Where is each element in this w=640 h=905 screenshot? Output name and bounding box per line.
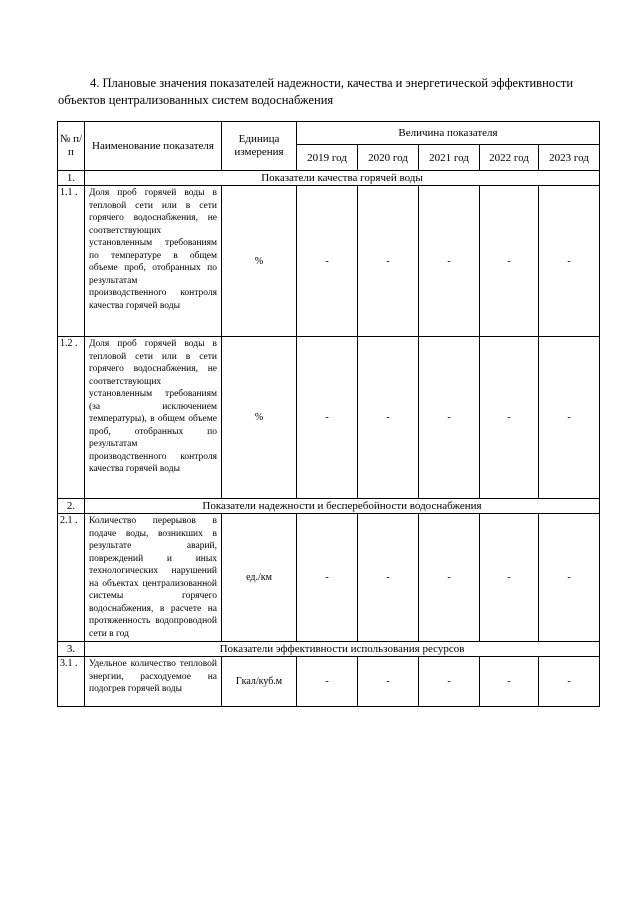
value-cell: - [297, 186, 358, 337]
section-title: Показатели качества горячей воды [85, 171, 600, 186]
unit-cell: % [222, 337, 297, 499]
section-number: 2. [58, 499, 85, 514]
value-cell: - [297, 337, 358, 499]
heading-text-1: 4. Плановые значения показателей надежности, качества и энергетической эффективности [90, 76, 574, 90]
value-cell: - [539, 186, 600, 337]
header-year: 2019 год [297, 145, 358, 171]
value-cell: - [358, 514, 419, 642]
unit-cell: ед./км [222, 514, 297, 642]
indicator-name: Доля проб горячей воды в тепловой сети или в сети горячего водоснабжения, не соответствующих установленным требованиям (за исключением температуры), в общем объеме проб, отобранных по результатам производственного контроля качества горячей воды [85, 337, 222, 499]
value-cell: - [539, 657, 600, 707]
value-cell: - [419, 514, 480, 642]
section-number: 3. [58, 642, 85, 657]
row-number: 1.1 . [58, 186, 85, 337]
indicators-table [57, 121, 600, 707]
header-value: Величина показателя [297, 122, 600, 145]
section-title: Показатели эффективности использования ресурсов [85, 642, 600, 657]
row-number: 1.2 . [58, 337, 85, 499]
indicator-name: Доля проб горячей воды в тепловой сети или в сети горячего водоснабжения, не соответствующих установленным требованиям по температуре в общем объеме проб, отобранных по результатам производственного контроля качества горячей воды [85, 186, 222, 337]
header-year: 2021 год [419, 145, 480, 171]
section-title: Показатели надежности и бесперебойности водоснабжения [85, 499, 600, 514]
header-year: 2022 год [480, 145, 539, 171]
value-cell: - [297, 514, 358, 642]
value-cell: - [358, 657, 419, 707]
value-cell: - [480, 657, 539, 707]
value-cell: - [480, 514, 539, 642]
value-cell: - [480, 186, 539, 337]
value-cell: - [539, 514, 600, 642]
table-row [58, 337, 600, 499]
value-cell: - [480, 337, 539, 499]
value-cell: - [419, 186, 480, 337]
row-number: 2.1 . [58, 514, 85, 642]
value-cell: - [297, 657, 358, 707]
value-cell: - [419, 657, 480, 707]
table-row [58, 514, 600, 642]
value-cell: - [358, 186, 419, 337]
heading-line-2: объектов централизованных систем водоснабжения [58, 93, 334, 107]
indicator-name: Количество перерывов в подаче воды, возникших в результате аварий, повреждений и иных технологических нарушений на объектах централизованной системы горячего водоснабжения, в расчете на протяженность водопроводной сети в год [85, 514, 222, 642]
table-row [58, 657, 600, 707]
value-cell: - [358, 337, 419, 499]
heading-line-1 [58, 75, 598, 92]
section-row [58, 642, 600, 657]
header-name: Наименование показателя [85, 122, 222, 171]
document-heading [58, 75, 598, 109]
value-cell: - [539, 337, 600, 499]
header-year: 2020 год [358, 145, 419, 171]
unit-cell: % [222, 186, 297, 337]
header-year: 2023 год [539, 145, 600, 171]
section-number: 1. [58, 171, 85, 186]
header-num: № п/п [58, 122, 85, 171]
indicator-name: Удельное количество тепловой энергии, расходуемое на подогрев горячей воды [85, 657, 222, 707]
unit-cell: Гкал/куб.м [222, 657, 297, 707]
section-row [58, 171, 600, 186]
row-number: 3.1 . [58, 657, 85, 707]
header-unit: Единица измерения [222, 122, 297, 171]
section-row [58, 499, 600, 514]
table-row [58, 186, 600, 337]
value-cell: - [419, 337, 480, 499]
